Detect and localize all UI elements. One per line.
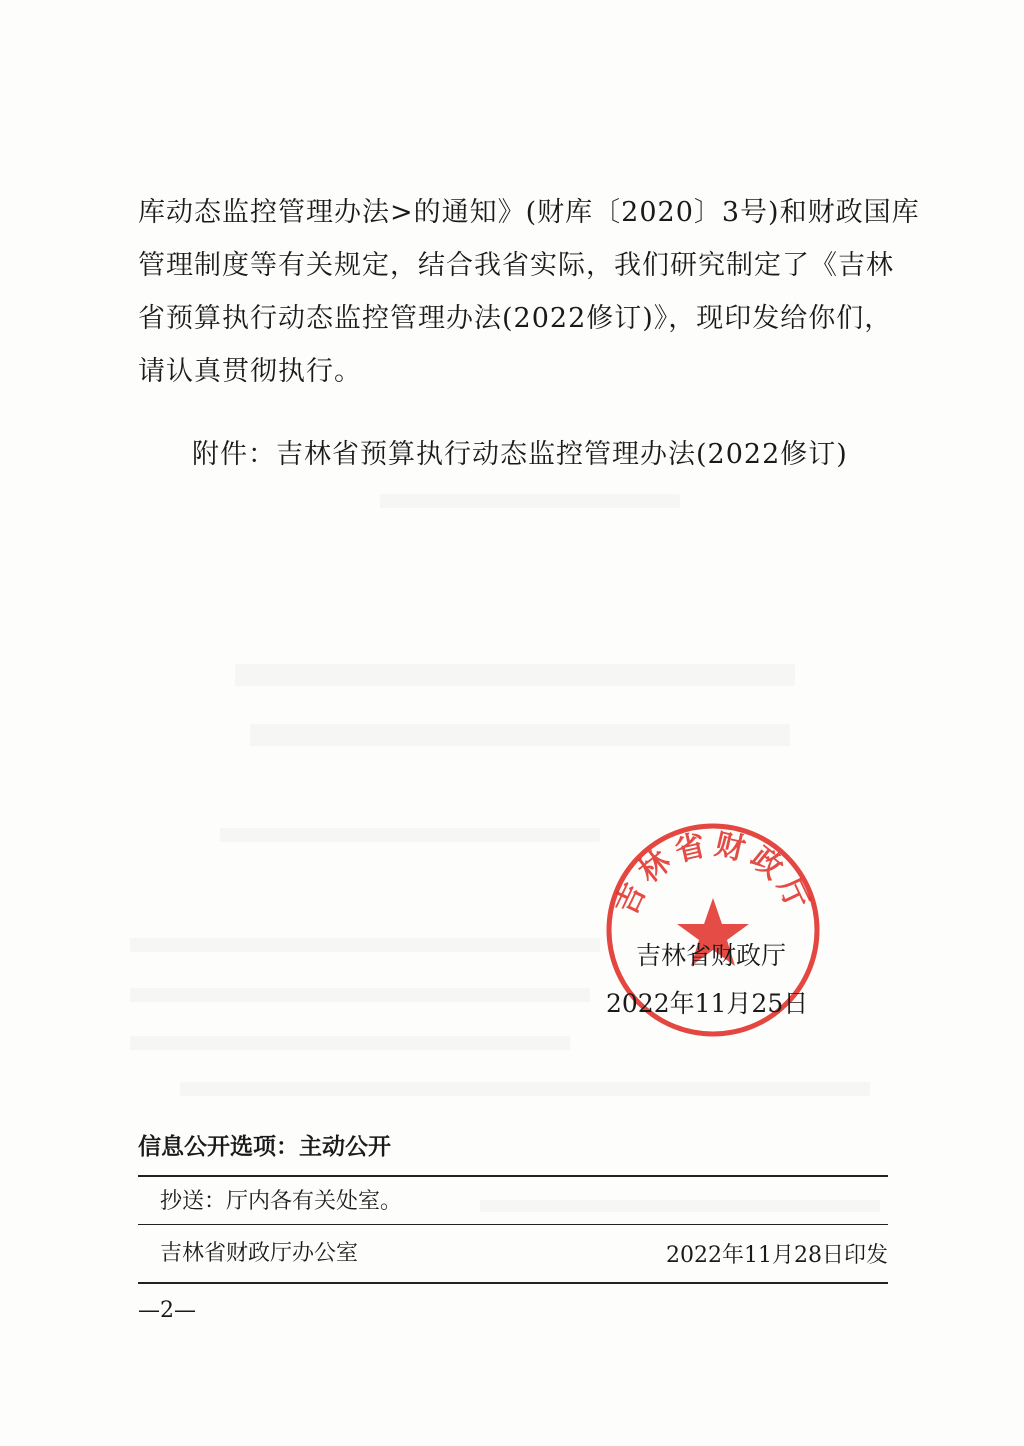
divider <box>138 1282 888 1284</box>
body-line: 库动态监控管理办法>的通知》(财库〔2020〕3号)和财政国库 <box>138 197 920 228</box>
divider <box>138 1175 888 1177</box>
issued-date: 2022年11月28日印发 <box>666 1243 888 1268</box>
scan-shadow <box>380 494 680 508</box>
body-line: 管理制度等有关规定，结合我省实际，我们研究制定了《吉林 <box>138 250 894 281</box>
seal-text: 吉林省财政厅 <box>608 826 818 921</box>
scan-shadow <box>235 664 795 686</box>
scan-shadow <box>130 938 600 952</box>
body-paragraph <box>138 186 920 398</box>
scan-shadow <box>130 988 590 1002</box>
issuing-office: 吉林省财政厅办公室 <box>160 1241 359 1266</box>
signature-date: 2022年11月25日 <box>606 989 809 1018</box>
signature-org: 吉林省财政厅 <box>636 941 787 970</box>
page-number: —2— <box>138 1298 196 1323</box>
body-line: 请认真贯彻执行。 <box>138 356 362 387</box>
scan-shadow <box>480 1200 880 1212</box>
scan-shadow <box>250 724 790 746</box>
body-line: 省预算执行动态监控管理办法(2022修订)》，现印发给你们， <box>138 303 893 334</box>
disclosure-option: 信息公开选项：主动公开 <box>138 1134 391 1160</box>
cc-line: 抄送：厅内各有关处室。 <box>160 1189 403 1214</box>
attachment-line: 附件：吉林省预算执行动态监控管理办法(2022修订) <box>192 439 848 470</box>
scan-shadow <box>180 1082 870 1096</box>
scan-shadow <box>220 828 600 842</box>
scan-shadow <box>130 1036 570 1050</box>
divider <box>138 1224 888 1225</box>
